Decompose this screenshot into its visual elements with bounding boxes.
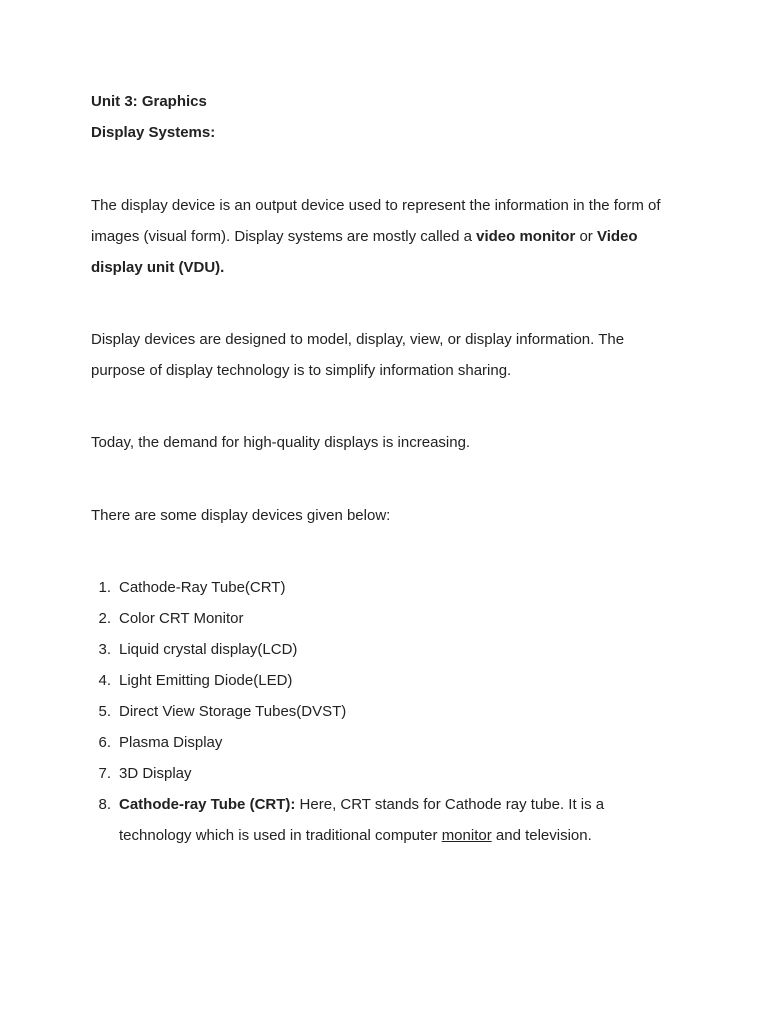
monitor-link[interactable]: monitor (441, 827, 492, 844)
crt-description-end: and television. (491, 827, 592, 844)
list-number: 8. (98, 796, 111, 813)
list-text: Direct View Storage Tubes(DVST) (119, 703, 347, 720)
para1-line2-or: or (575, 228, 597, 245)
para2-line2: purpose of display technology is to simplify information sharing. (91, 362, 512, 379)
list-number: 4. (98, 672, 111, 689)
term-video-monitor: video monitor (476, 228, 576, 245)
list-text (119, 826, 592, 846)
term-crt: Cathode-ray Tube (CRT): (119, 796, 296, 813)
unit-heading: Unit 3: Graphics (91, 93, 207, 110)
list-number: 5. (98, 703, 111, 720)
term-video: Video (596, 228, 638, 245)
list-number: 1. (98, 579, 111, 596)
para1-line1: The display device is an output device used to represent the information in the form of (91, 197, 661, 214)
section-heading: Display Systems: (91, 124, 216, 141)
list-text: Color CRT Monitor (119, 610, 244, 627)
list-number: 7. (98, 765, 111, 782)
list-text: Light Emitting Diode(LED) (119, 672, 293, 689)
para4: There are some display devices given below: (91, 507, 391, 524)
term-vdu: display unit (VDU). (91, 259, 225, 276)
para3: Today, the demand for high-quality displays is increasing. (91, 434, 471, 451)
list-text (119, 795, 604, 815)
list-text: Plasma Display (119, 734, 223, 751)
para2-line1: Display devices are designed to model, display, view, or display information. The (91, 331, 625, 348)
list-number: 3. (98, 641, 111, 658)
list-text: 3D Display (119, 765, 192, 782)
para1-line2 (91, 227, 638, 247)
para1-line2-text: images (visual form). Display systems are mostly called a (91, 228, 477, 245)
list-text: Cathode-Ray Tube(CRT) (119, 579, 286, 596)
crt-description: Here, CRT stands for Cathode ray tube. It is a (295, 796, 605, 813)
list-number: 6. (98, 734, 111, 751)
list-number: 2. (98, 610, 111, 627)
crt-description-line2: technology which is used in traditional computer (119, 827, 442, 844)
list-text: Liquid crystal display(LCD) (119, 641, 298, 658)
